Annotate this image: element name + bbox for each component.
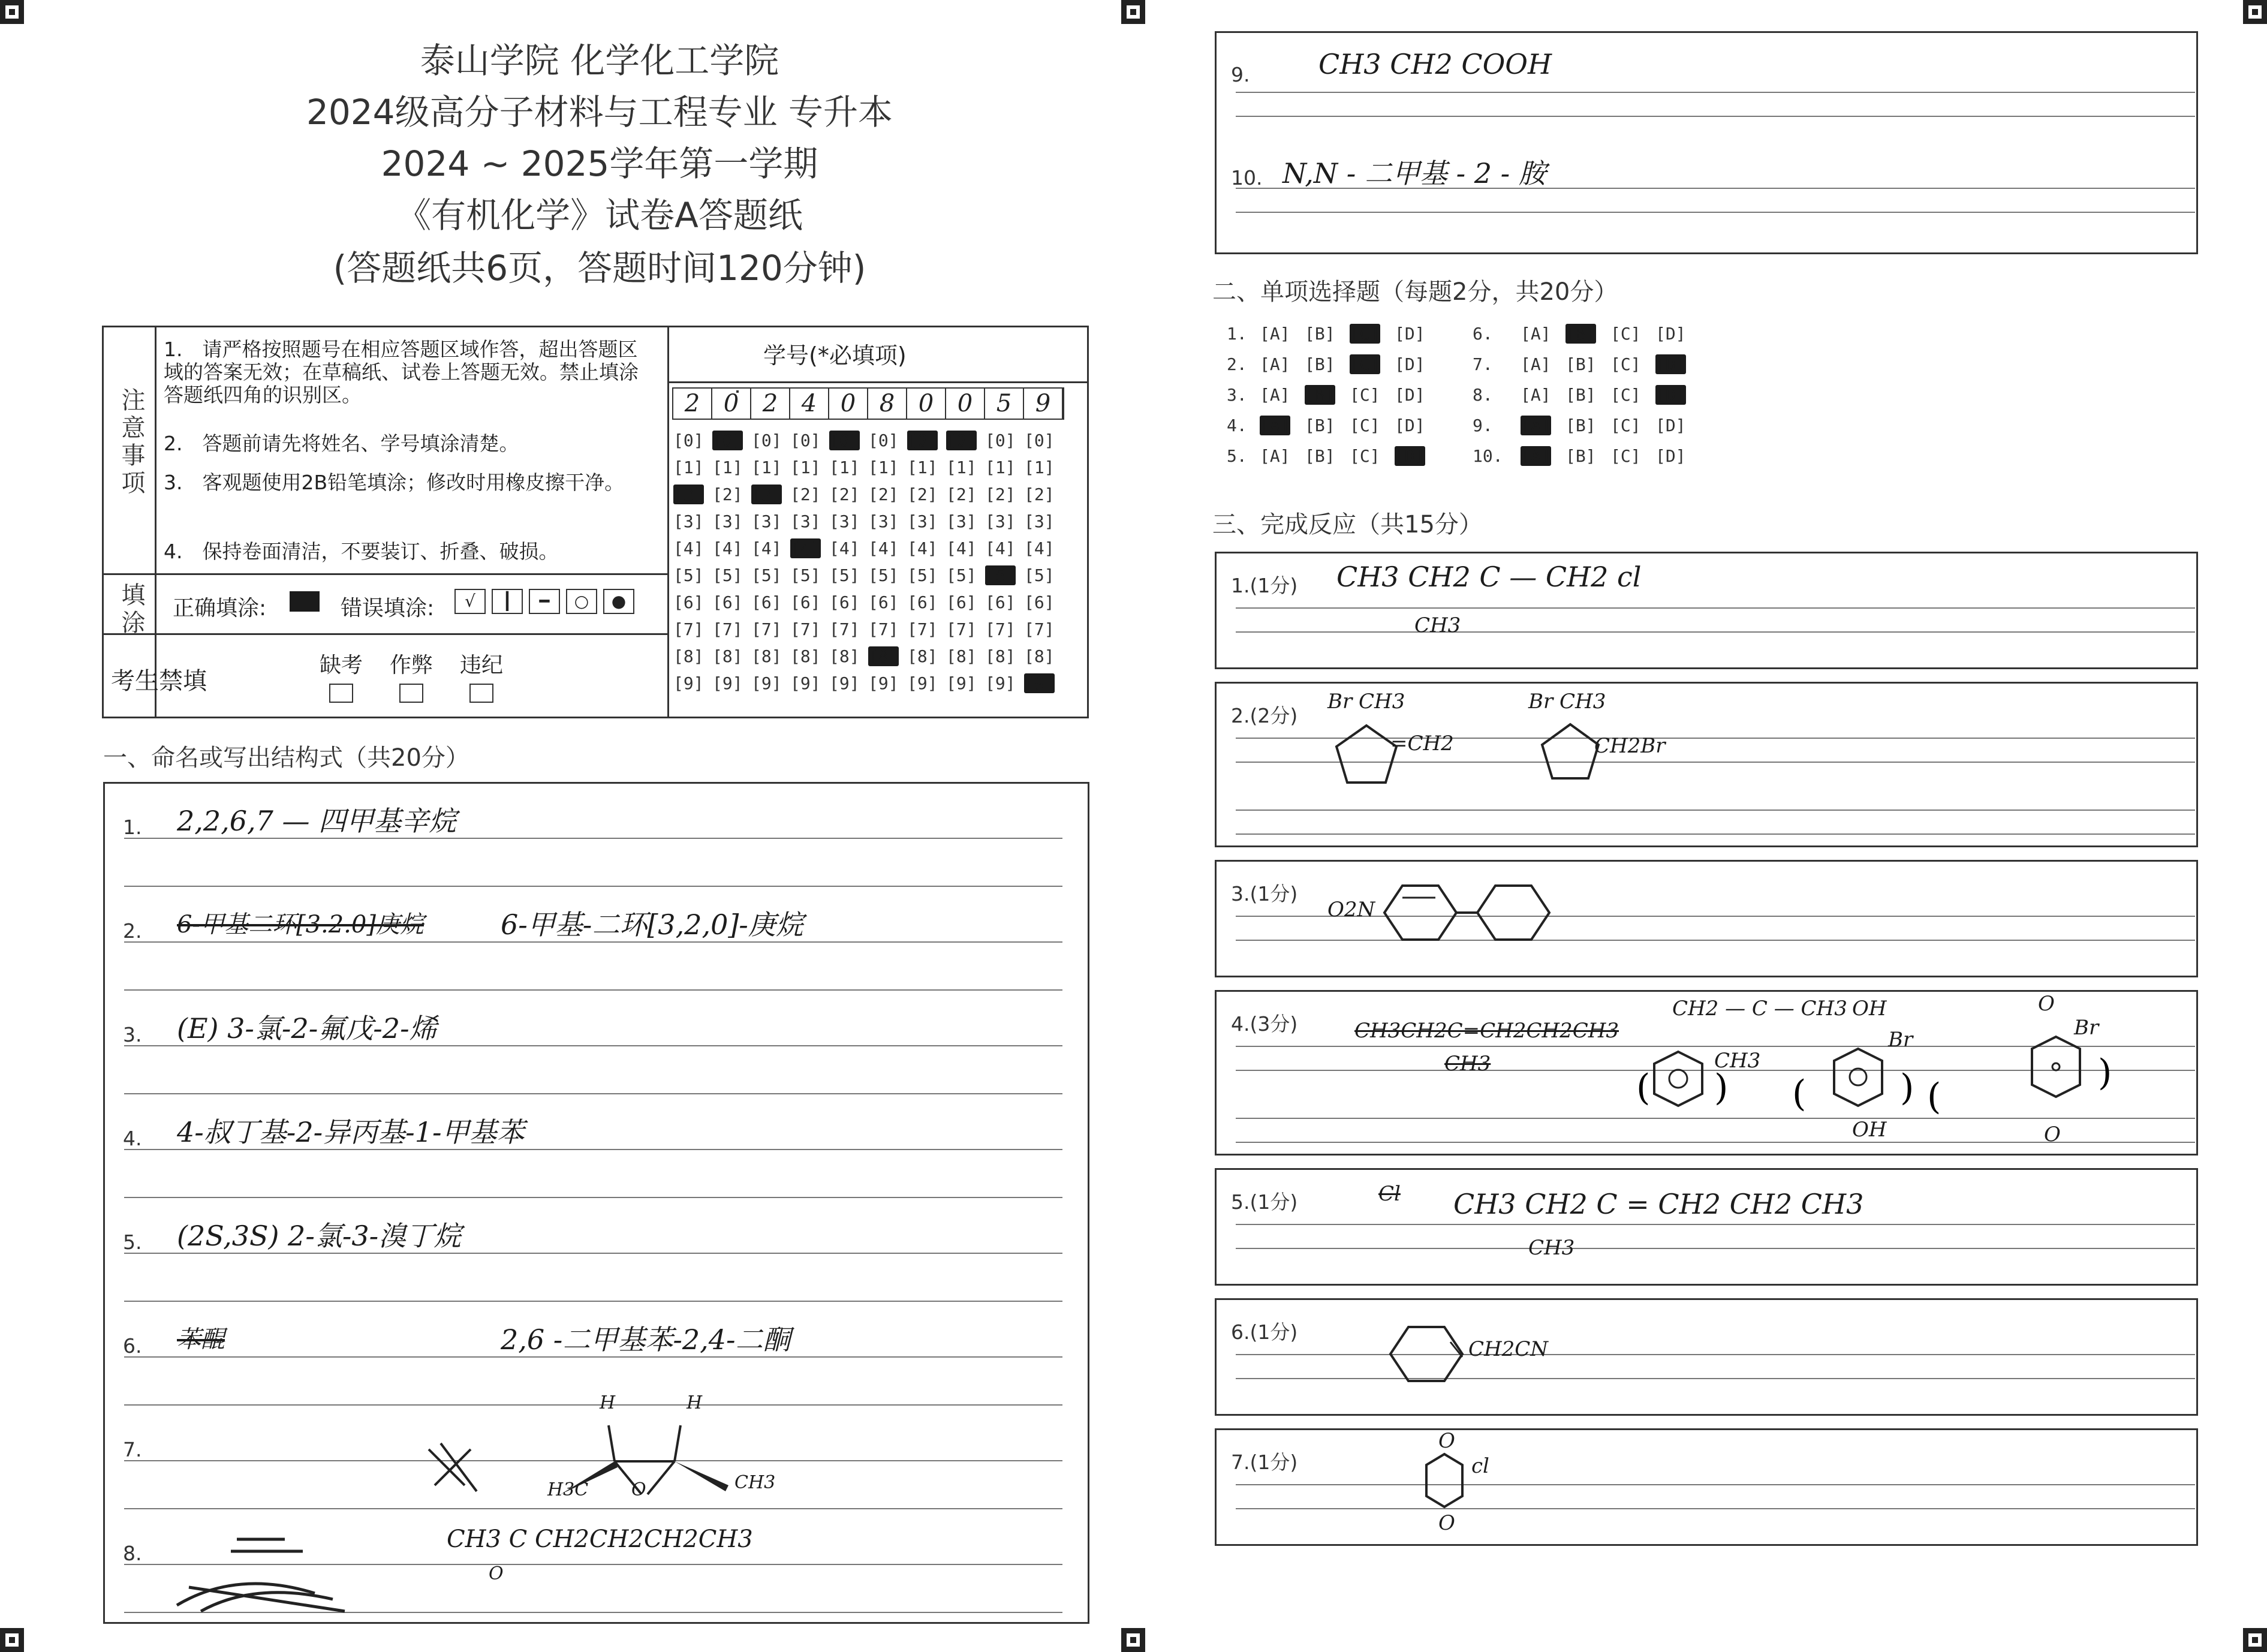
mcq-option-bubble[interactable]: [C] — [1350, 354, 1380, 374]
reaction-4-product-b-bottom: OH — [1852, 1118, 1887, 1142]
mcq-option-bubble[interactable]: [C] — [1610, 446, 1641, 466]
svg-text:): ) — [1900, 1067, 1914, 1109]
mcq-question-number: 7. — [1473, 354, 1493, 374]
student-id-bubble[interactable]: [1] — [829, 458, 860, 477]
reaction-3-box — [1215, 860, 2198, 977]
student-id-digit: 4 — [790, 389, 829, 419]
mcq-option-bubble[interactable]: [B] — [1565, 324, 1596, 344]
reaction-1-label: 1.(1分) — [1231, 574, 1298, 597]
mcq-option-bubble[interactable]: [C] — [1610, 354, 1641, 374]
student-id-bubble[interactable]: [8] — [907, 646, 938, 666]
student-id-bubble[interactable]: [4] — [673, 538, 704, 558]
corner-mark-top-middle — [1121, 0, 1145, 24]
reaction-6-ring-icon — [1384, 1318, 1474, 1390]
student-id-bubble[interactable]: [3] — [946, 511, 977, 531]
student-id-bubble[interactable]: [4] — [829, 538, 860, 558]
student-id-bubble[interactable]: [7] — [868, 619, 899, 639]
answer-7-label: H — [687, 1392, 703, 1413]
mcq-option-bubble[interactable]: [D] — [1655, 324, 1686, 344]
student-id-bubble[interactable]: [5] — [712, 565, 743, 585]
student-id-bubble[interactable]: [2] — [946, 485, 977, 504]
mcq-option-bubble[interactable]: [B] — [1305, 354, 1335, 374]
reaction-2-box — [1215, 682, 2198, 847]
mcq-question-number: 10. — [1473, 446, 1503, 466]
student-id-bubble[interactable]: [0] — [751, 431, 782, 450]
student-id-digit: 5 — [985, 389, 1024, 419]
answer-7-label: H — [600, 1392, 616, 1413]
student-id-bubble[interactable]: [6] — [946, 592, 977, 612]
student-id-written-row — [672, 387, 1064, 420]
reaction-2-a-ring-icon — [1330, 720, 1402, 792]
student-id-bubble[interactable]: [9] — [790, 673, 821, 693]
reaction-4-box — [1215, 990, 2198, 1156]
student-id-bubble[interactable]: [5] — [985, 565, 1016, 585]
forbid-label: 考生禁填 — [111, 667, 207, 695]
answer-text: CH3 C CH2CH2CH2CH3 — [447, 1525, 753, 1553]
reaction-5-struck: Cl — [1378, 1182, 1401, 1206]
mcq-option-bubble[interactable]: [D] — [1655, 385, 1686, 405]
svg-text:(: ( — [1636, 1067, 1651, 1109]
answer-number: 5. — [123, 1230, 142, 1254]
student-id-bubble[interactable]: [1] — [985, 458, 1016, 477]
student-id-bubble[interactable]: [3] — [751, 511, 782, 531]
mcq-option-bubble[interactable]: [A] — [1260, 416, 1290, 435]
answer-number: 6. — [123, 1334, 142, 1358]
answer-9-text: CH3 CH2 COOH — [1318, 48, 1552, 80]
student-id-bubble[interactable]: [2] — [829, 485, 860, 504]
student-id-bubble[interactable]: [6] — [907, 592, 938, 612]
student-id-bubble[interactable]: [5] — [907, 565, 938, 585]
svg-text:): ) — [2098, 1052, 2112, 1094]
student-id-bubble[interactable]: [7] — [673, 619, 704, 639]
student-id-bubble[interactable]: [4] — [868, 538, 899, 558]
answer-text: 6-甲基-二环[3,2,0]-庚烷 — [501, 908, 803, 941]
wrong-mark-dot: ● — [603, 589, 634, 614]
student-id-digit: 0 — [829, 389, 868, 419]
student-id-bubble[interactable]: [0] — [829, 431, 860, 450]
reaction-4-product-c-br: Br — [2074, 1016, 2099, 1040]
answer-text: 4-叔丁基-2-异丙基-1-甲基苯 — [177, 1116, 525, 1148]
student-id-digit: 9 — [1024, 389, 1063, 419]
answer-number: 7. — [123, 1438, 142, 1461]
student-id-bubble[interactable]: [4] — [1024, 538, 1055, 558]
mcq-option-bubble[interactable]: [B] — [1565, 385, 1596, 405]
student-id-bubble[interactable]: [8] — [829, 646, 860, 666]
student-id-bubble[interactable]: [1] — [1024, 458, 1055, 477]
reaction-4-product-a: CH2 — C — CH3 — [1672, 997, 1847, 1021]
mcq-option-bubble[interactable]: [C] — [1350, 416, 1380, 435]
student-id-bubble[interactable]: [9] — [946, 673, 977, 693]
answer-struck-text: 苯醌 — [177, 1326, 225, 1353]
reaction-4-benzene-a-icon — [1636, 1040, 1738, 1130]
student-id-bubble[interactable]: [7] — [946, 619, 977, 639]
correct-fill-sample — [290, 591, 320, 612]
mcq-option-bubble[interactable]: [A] — [1521, 385, 1551, 405]
mcq-option-bubble[interactable]: [D] — [1395, 446, 1425, 466]
student-id-bubble[interactable]: [9] — [712, 673, 743, 693]
mcq-option-bubble[interactable]: [C] — [1350, 324, 1380, 344]
wrong-mark-bar: ┃ — [492, 589, 523, 614]
student-id-bubble[interactable]: [3] — [1024, 511, 1055, 531]
student-id-bubble[interactable]: [0] — [1024, 431, 1055, 450]
answer-10-number: 10. — [1231, 166, 1263, 189]
mcq-option-bubble[interactable]: [C] — [1350, 446, 1380, 466]
mcq-option-bubble[interactable]: [C] — [1350, 385, 1380, 405]
answer-9-number: 9. — [1231, 63, 1250, 86]
reaction-4-struck-text: CH3CH2C=CH2CH2CH3 — [1354, 1019, 1619, 1043]
student-id-bubble[interactable]: [2] — [673, 485, 704, 504]
reaction-1-sub: CH3 — [1414, 613, 1461, 637]
reaction-4-label: 4.(3分) — [1231, 1012, 1298, 1036]
student-id-bubble[interactable]: [2] — [868, 485, 899, 504]
section1-answer-box — [103, 782, 1089, 1624]
student-id-bubble[interactable]: [9] — [751, 673, 782, 693]
student-id-bubble[interactable]: [9] — [1024, 673, 1055, 693]
mcq-option-bubble[interactable]: [D] — [1395, 324, 1425, 344]
section2-title: 二、单项选择题（每题2分，共20分） — [1212, 278, 1618, 306]
student-id-bubble[interactable]: [0] — [907, 431, 938, 450]
fill-label: 填涂 — [118, 582, 145, 637]
answer-8-carbonyl-oxygen: O — [489, 1563, 504, 1584]
answer-text: 2,6 -二甲基苯-2,4-二酮 — [501, 1323, 791, 1356]
mcq-option-bubble[interactable]: [A] — [1521, 354, 1551, 374]
mcq-option-bubble[interactable]: [B] — [1565, 354, 1596, 374]
student-id-digit: 0 — [712, 389, 751, 419]
student-id-bubble[interactable]: [8] — [868, 646, 899, 666]
student-id-bubble[interactable]: [7] — [712, 619, 743, 639]
mcq-option-bubble[interactable]: [B] — [1565, 446, 1596, 466]
student-id-bubble[interactable]: [9] — [907, 673, 938, 693]
student-id-bubble[interactable]: [1] — [712, 458, 743, 477]
header-line-note: (答题纸共6页，答题时间120分钟) — [333, 248, 866, 288]
student-id-bubble[interactable]: [4] — [790, 538, 821, 558]
answer-8-scribble-icon — [165, 1515, 381, 1623]
reaction-2-b-substituents: Br CH3 — [1528, 690, 1606, 714]
reaction-2-b-bromomethyl: CH2Br — [1594, 734, 1666, 758]
student-id-bubble[interactable]: [6] — [712, 592, 743, 612]
reaction-4-product-b-top: OH — [1852, 997, 1887, 1021]
reaction-2-label: 2.(2分) — [1231, 704, 1298, 727]
mcq-question-number: 4. — [1227, 416, 1247, 435]
mcq-option-bubble[interactable]: [C] — [1610, 324, 1641, 344]
student-id-bubble[interactable]: [6] — [1024, 592, 1055, 612]
mcq-option-bubble[interactable]: [A] — [1260, 354, 1290, 374]
reaction-3-nitro: O2N — [1327, 898, 1375, 922]
correct-fill-label: 正确填涂: — [173, 596, 267, 621]
forbid-options — [320, 648, 503, 703]
student-id-bubble[interactable]: [7] — [829, 619, 860, 639]
forbid-violation-box[interactable] — [469, 684, 493, 703]
mcq-question-number: 8. — [1473, 385, 1493, 405]
mcq-option-bubble[interactable]: [D] — [1395, 416, 1425, 435]
student-id-bubble[interactable]: [7] — [790, 619, 821, 639]
answer-7-label: CH3 — [734, 1472, 776, 1493]
student-id-bubble[interactable]: [3] — [868, 511, 899, 531]
reaction-5-product: CH3 CH2 C = CH2 CH2 CH3 — [1453, 1188, 1864, 1220]
mcq-option-bubble[interactable]: [D] — [1655, 354, 1686, 374]
student-id-bubble[interactable]: [3] — [829, 511, 860, 531]
student-id-bubble[interactable]: [4] — [907, 538, 938, 558]
reaction-2-a-substituents: Br CH3 — [1327, 690, 1405, 714]
wrong-mark-circle: ○ — [566, 589, 597, 614]
student-id-digit: 0 — [907, 389, 946, 419]
mcq-question-number: 3. — [1227, 385, 1247, 405]
mcq-option-bubble[interactable]: [B] — [1305, 446, 1335, 466]
student-id-bubble[interactable]: [2] — [985, 485, 1016, 504]
student-id-bubble[interactable]: [2] — [907, 485, 938, 504]
mcq-option-bubble[interactable]: [C] — [1610, 416, 1641, 435]
reaction-4-benzene-b-icon — [1792, 1040, 1948, 1130]
mcq-option-bubble[interactable]: [C] — [1610, 385, 1641, 405]
student-id-bubble[interactable]: [4] — [946, 538, 977, 558]
answer-number: 8. — [123, 1542, 142, 1565]
mcq-option-bubble[interactable]: [B] — [1305, 416, 1335, 435]
reaction-1-box — [1215, 552, 2198, 669]
student-id-digit: 8 — [868, 389, 907, 419]
wrong-fill-samples — [454, 589, 634, 614]
svg-text:(: ( — [1927, 1076, 1941, 1118]
section3-title: 三、完成反应（共15分） — [1212, 511, 1483, 538]
reaction-3-label: 3.(1分) — [1231, 882, 1298, 905]
answer-number: 3. — [123, 1023, 142, 1046]
reaction-4-product-c-top: O — [2038, 992, 2055, 1016]
notice-item-4: 4. 保持卷面清洁，不要装订、折叠、破损。 — [164, 540, 559, 563]
student-id-bubble[interactable]: [8] — [712, 646, 743, 666]
student-id-bubble[interactable]: [3] — [712, 511, 743, 531]
student-id-digit: 2 — [751, 389, 790, 419]
mcq-option-bubble[interactable]: [A] — [1260, 385, 1290, 405]
section1-title: 一、命名或写出结构式（共20分） — [103, 744, 469, 772]
answer-7-label: O — [631, 1479, 646, 1500]
header-line-major: 2024级高分子材料与工程专业 专升本 — [306, 92, 893, 133]
student-id-bubble[interactable]: [1] — [868, 458, 899, 477]
mcq-option-bubble[interactable]: [A] — [1521, 324, 1551, 344]
reaction-4-product-b-br: Br — [1888, 1028, 1913, 1052]
header-line-term: 2024 ~ 2025学年第一学期 — [381, 143, 818, 184]
student-id-bubble[interactable]: [7] — [1024, 619, 1055, 639]
mcq-question-number: 1. — [1227, 324, 1247, 344]
reaction-5-label: 5.(1分) — [1231, 1190, 1298, 1214]
student-id-bubble[interactable]: [5] — [1024, 565, 1055, 585]
reaction-2-b-ring-icon — [1537, 720, 1603, 786]
student-id-bubble[interactable]: [0] — [985, 431, 1016, 450]
answer-text: (E) 3-氯-2-氟戊-2-烯 — [177, 1012, 437, 1045]
notice-item-1: 1. 请严格按照题号在相应答题区域作答，超出答题区域的答案无效；在草稿纸、试卷上答题无效。禁止填涂答题纸四角的识别区。 — [164, 338, 639, 407]
reaction-4-product-c-bottom: O — [2044, 1123, 2061, 1147]
student-id-bubble[interactable]: [6] — [673, 592, 704, 612]
student-id-bubble[interactable]: [6] — [985, 592, 1016, 612]
corner-mark-top-right — [2243, 0, 2267, 24]
student-id-bubble[interactable]: [5] — [790, 565, 821, 585]
student-id-bubble[interactable]: [2] — [712, 485, 743, 504]
student-id-bubble[interactable]: [9] — [673, 673, 704, 693]
student-id-bubble[interactable]: [9] — [868, 673, 899, 693]
reaction-2-a-methylene: =CH2 — [1390, 732, 1454, 756]
student-id-bubble[interactable]: [3] — [985, 511, 1016, 531]
mcq-option-bubble[interactable]: [B] — [1305, 324, 1335, 344]
mcq-question-number: 5. — [1227, 446, 1247, 466]
student-id-bubble[interactable]: [0] — [712, 431, 743, 450]
student-id-bubble[interactable]: [3] — [907, 511, 938, 531]
answer-number: 1. — [123, 816, 142, 839]
reaction-7-box — [1215, 1428, 2198, 1546]
reaction-5-box — [1215, 1168, 2198, 1286]
wrong-mark-dash: ━ — [529, 589, 560, 614]
student-id-bubble[interactable]: [0] — [673, 431, 704, 450]
student-id-bubble[interactable]: [8] — [790, 646, 821, 666]
mcq-option-bubble[interactable]: [D] — [1395, 354, 1425, 374]
student-id-bubble[interactable]: [1] — [673, 458, 704, 477]
mcq-question-number: 9. — [1473, 416, 1493, 435]
forbid-absent-label: 缺考 — [320, 653, 363, 678]
student-id-bubble[interactable]: [4] — [985, 538, 1016, 558]
answer-text: 2,2,6,7 — 四甲基辛烷 — [177, 805, 457, 837]
student-id-bubble[interactable]: [6] — [868, 592, 899, 612]
student-id-bubble[interactable]: [1] — [907, 458, 938, 477]
mcq-option-bubble[interactable]: [A] — [1260, 324, 1290, 344]
wrong-fill-label: 错误填涂: — [341, 596, 435, 621]
student-id-bubble[interactable]: [5] — [868, 565, 899, 585]
student-id-bubble[interactable]: [8] — [751, 646, 782, 666]
student-id-bubble[interactable]: [1] — [946, 458, 977, 477]
reaction-4-quinone-icon — [2008, 1025, 2128, 1121]
student-id-bubble[interactable]: [7] — [907, 619, 938, 639]
student-id-bubble[interactable]: [5] — [946, 565, 977, 585]
mcq-option-bubble[interactable]: [B] — [1565, 416, 1596, 435]
forbid-absent-box[interactable] — [329, 684, 353, 703]
mcq-option-bubble[interactable]: [D] — [1395, 385, 1425, 405]
answer-10-text: N,N - 二甲基 - 2 - 胺 — [1282, 157, 1546, 189]
student-id-bubble[interactable]: [5] — [751, 565, 782, 585]
student-id-grid — [672, 387, 1086, 711]
mcq-option-bubble[interactable]: [B] — [1305, 385, 1335, 405]
reaction-7-quinone-icon — [1417, 1448, 1471, 1520]
corner-mark-top-left — [0, 0, 24, 24]
svg-text:(: ( — [1792, 1073, 1807, 1115]
reaction-1-product: CH3 CH2 C — CH2 cl — [1336, 561, 1642, 593]
mcq-option-bubble[interactable]: [A] — [1521, 446, 1551, 466]
reaction-7-bottom-oxygen: O — [1438, 1511, 1455, 1535]
wrong-mark-check: √ — [454, 589, 486, 614]
student-id-bubble[interactable]: [8] — [673, 646, 704, 666]
mcq-question-number: 2. — [1227, 354, 1247, 374]
student-id-bubble[interactable]: [7] — [751, 619, 782, 639]
student-id-bubble[interactable]: [8] — [946, 646, 977, 666]
corner-mark-bottom-right — [2243, 1628, 2267, 1652]
mcq-option-bubble[interactable]: [A] — [1260, 446, 1290, 466]
notice-label: 注意事项 — [118, 387, 145, 498]
reaction-3-biphenyl-icon — [1366, 877, 1564, 949]
reaction-7-label: 7.(1分) — [1231, 1451, 1298, 1474]
student-id-bubble[interactable]: [0] — [790, 431, 821, 450]
student-id-label: 学号(*必填项) — [763, 342, 907, 369]
student-id-bubble[interactable]: [1] — [790, 458, 821, 477]
student-id-bubble[interactable]: [2] — [1024, 485, 1055, 504]
forbid-cheat-label: 作弊 — [390, 653, 433, 678]
student-id-bubble[interactable]: [8] — [985, 646, 1016, 666]
corner-mark-bottom-middle — [1121, 1628, 1145, 1652]
student-id-bubble[interactable]: [3] — [790, 511, 821, 531]
multiple-choice-grid — [1227, 324, 1946, 474]
answer-7-label: H3C — [547, 1479, 589, 1500]
notice-item-3: 3. 客观题使用2B铅笔填涂；修改时用橡皮擦干净。 — [164, 471, 625, 494]
student-id-bubble[interactable]: [6] — [829, 592, 860, 612]
student-id-bubble[interactable]: [7] — [985, 619, 1016, 639]
notice-item-2: 2. 答题前请先将姓名、学号填涂清楚。 — [164, 432, 519, 455]
header-line-exam: 《有机化学》试卷A答题纸 — [396, 195, 803, 236]
header-line-school: 泰山学院 化学化工学院 — [420, 40, 779, 81]
answer-number: 2. — [123, 919, 142, 943]
notice-table — [102, 326, 1089, 718]
reaction-4-struck-sub: CH3 — [1444, 1052, 1491, 1076]
mcq-option-bubble[interactable]: [D] — [1655, 416, 1686, 435]
student-id-bubble[interactable]: [2] — [790, 485, 821, 504]
reaction-6-product: CH2CN — [1468, 1337, 1549, 1361]
section1-continued-box — [1215, 31, 2198, 254]
answer-7-epoxide-icon — [417, 1395, 836, 1515]
answer-struck-text: 6-甲基二环[3.2.0]庚烷 — [177, 911, 424, 938]
student-id-bubble[interactable]: [0] — [868, 431, 899, 450]
student-id-bubble[interactable]: [9] — [985, 673, 1016, 693]
reaction-6-box — [1215, 1298, 2198, 1416]
answer-number: 4. — [123, 1127, 142, 1150]
mcq-option-bubble[interactable]: [A] — [1521, 416, 1551, 435]
student-id-bubble[interactable]: [4] — [712, 538, 743, 558]
student-id-bubble[interactable]: [1] — [751, 458, 782, 477]
mcq-option-bubble[interactable]: [D] — [1655, 446, 1686, 466]
student-id-bubble[interactable]: [2] — [751, 485, 782, 504]
student-id-bubble[interactable]: [0] — [946, 431, 977, 450]
student-id-bubble[interactable]: [6] — [751, 592, 782, 612]
forbid-cheat-box[interactable] — [399, 684, 423, 703]
reaction-4-product-a-sub: CH3 — [1714, 1049, 1761, 1073]
student-id-digit: 2 — [673, 389, 712, 419]
reaction-5-sub: CH3 — [1528, 1236, 1575, 1260]
student-id-bubble[interactable]: [5] — [673, 565, 704, 585]
student-id-bubble[interactable]: [5] — [829, 565, 860, 585]
svg-text:): ) — [1714, 1067, 1729, 1109]
answer-text: (2S,3S) 2-氯-3-溴丁烷 — [177, 1220, 462, 1252]
reaction-7-top-oxygen: O — [1438, 1429, 1455, 1453]
forbid-violation-label: 违纪 — [460, 653, 504, 678]
corner-mark-bottom-left — [0, 1628, 24, 1652]
reaction-6-label: 6.(1分) — [1231, 1320, 1298, 1344]
student-id-bubble[interactable]: [6] — [790, 592, 821, 612]
student-id-bubble[interactable]: [3] — [673, 511, 704, 531]
student-id-bubble[interactable]: [4] — [751, 538, 782, 558]
mcq-question-number: 6. — [1473, 324, 1493, 344]
student-id-bubble[interactable]: [8] — [1024, 646, 1055, 666]
student-id-digit: 0 — [946, 389, 985, 419]
student-id-bubble[interactable]: [9] — [829, 673, 860, 693]
reaction-7-chloro: cl — [1471, 1454, 1489, 1478]
